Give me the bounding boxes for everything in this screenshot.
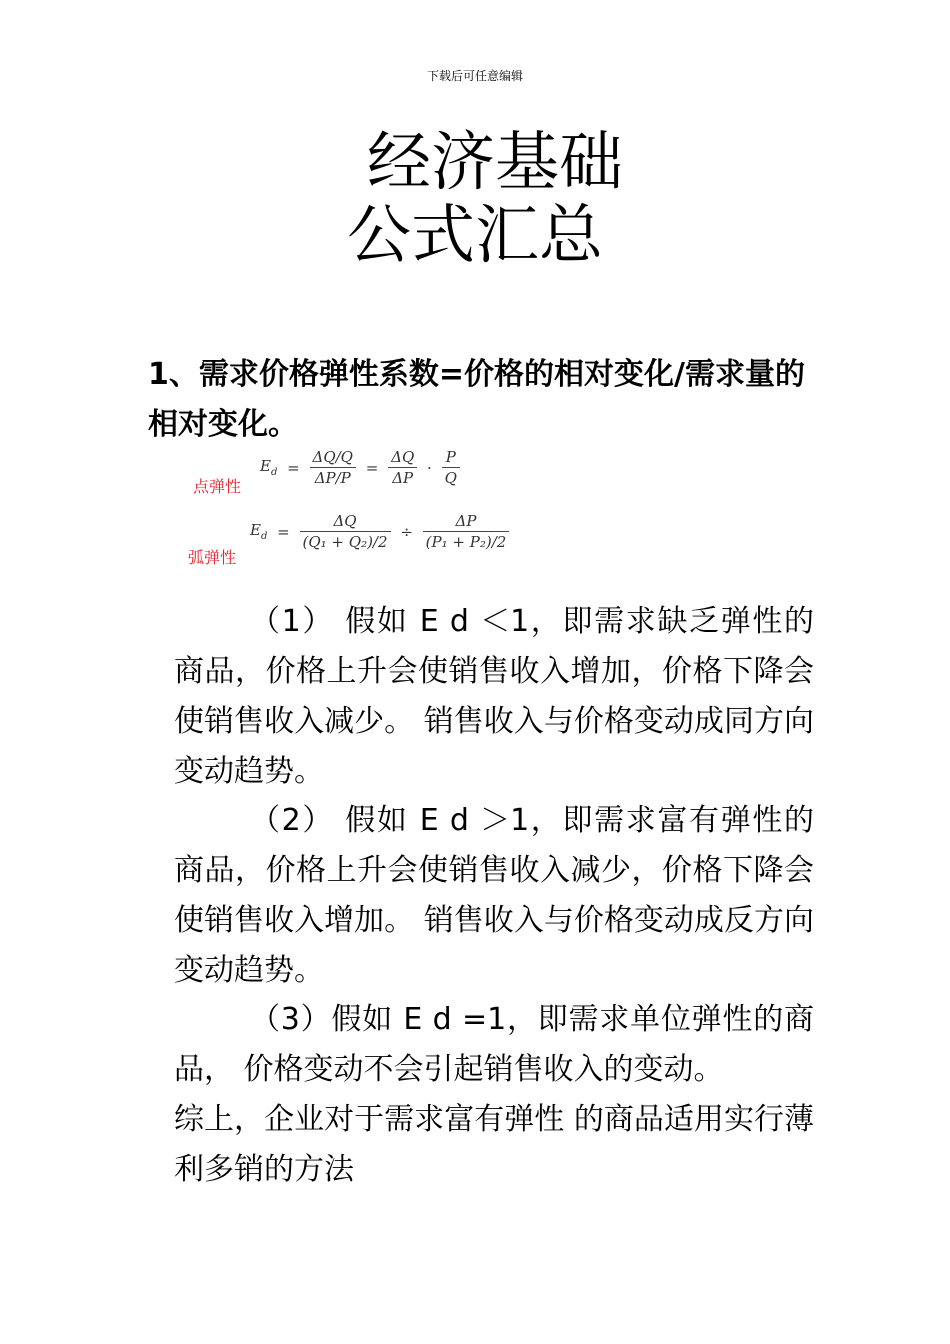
point-elasticity-label: 点弹性	[193, 477, 242, 496]
fraction: $\frac{\Delta Q/Q}{\Delta P/P}$	[310, 448, 356, 487]
fraction: $\frac{\Delta Q}{\text{(Q₁ + Q₂)/2}}$	[300, 512, 391, 551]
point-elasticity-formula	[260, 448, 463, 487]
page-title-line-2: 公式汇总	[347, 199, 603, 273]
paragraph-elastic: （2） 假如 E d ＞1，即需求富有弹性的商品，价格上升会使销售收入减少，价格下降会使销售收入增加。 销售收入与价格变动成反方向变动趋势。	[174, 803, 814, 988]
divide-sign: ÷	[400, 522, 413, 541]
fraction: $\frac{\Delta Q}{\Delta P}$	[388, 448, 417, 487]
elasticity-formula-image	[185, 440, 545, 575]
equals-sign: =	[287, 458, 300, 477]
header-note: 下载后可任意编辑	[426, 69, 523, 83]
equals-sign: =	[365, 458, 379, 477]
arc-elasticity-formula	[250, 512, 512, 551]
formula-lhs: $E_d$	[250, 521, 268, 542]
multiply-dot: ·	[427, 458, 432, 477]
arc-elasticity-label: 弧弹性	[188, 548, 237, 567]
fraction: $\frac{P}{Q}$	[442, 448, 460, 487]
paragraph-unit-elastic: （3）假如 E d =1，即需求单位弹性的商品， 价格变动不会引起销售收入的变动。	[174, 1002, 814, 1087]
paragraph-summary: 综上，企业对于需求富有弹性 的商品适用实行薄利多销的方法	[174, 1102, 814, 1187]
equals-sign: =	[277, 522, 290, 541]
formula-lhs: $E_d$	[260, 457, 278, 478]
paragraph-inelastic: （1） 假如 E d ＜1，即需求缺乏弹性的商品，价格上升会使销售收入增加，价格下降会使销售收入减少。 销售收入与价格变动成同方向变动趋势。	[174, 604, 814, 789]
page-title-line-1: 经济基础	[367, 126, 623, 200]
fraction: $\frac{\Delta P}{\text{(P₁ + P₂)/2}}$	[423, 512, 510, 551]
section-heading: 1、需求价格弹性系数=价格的相对变化/需求量的相对变化。	[148, 357, 805, 442]
